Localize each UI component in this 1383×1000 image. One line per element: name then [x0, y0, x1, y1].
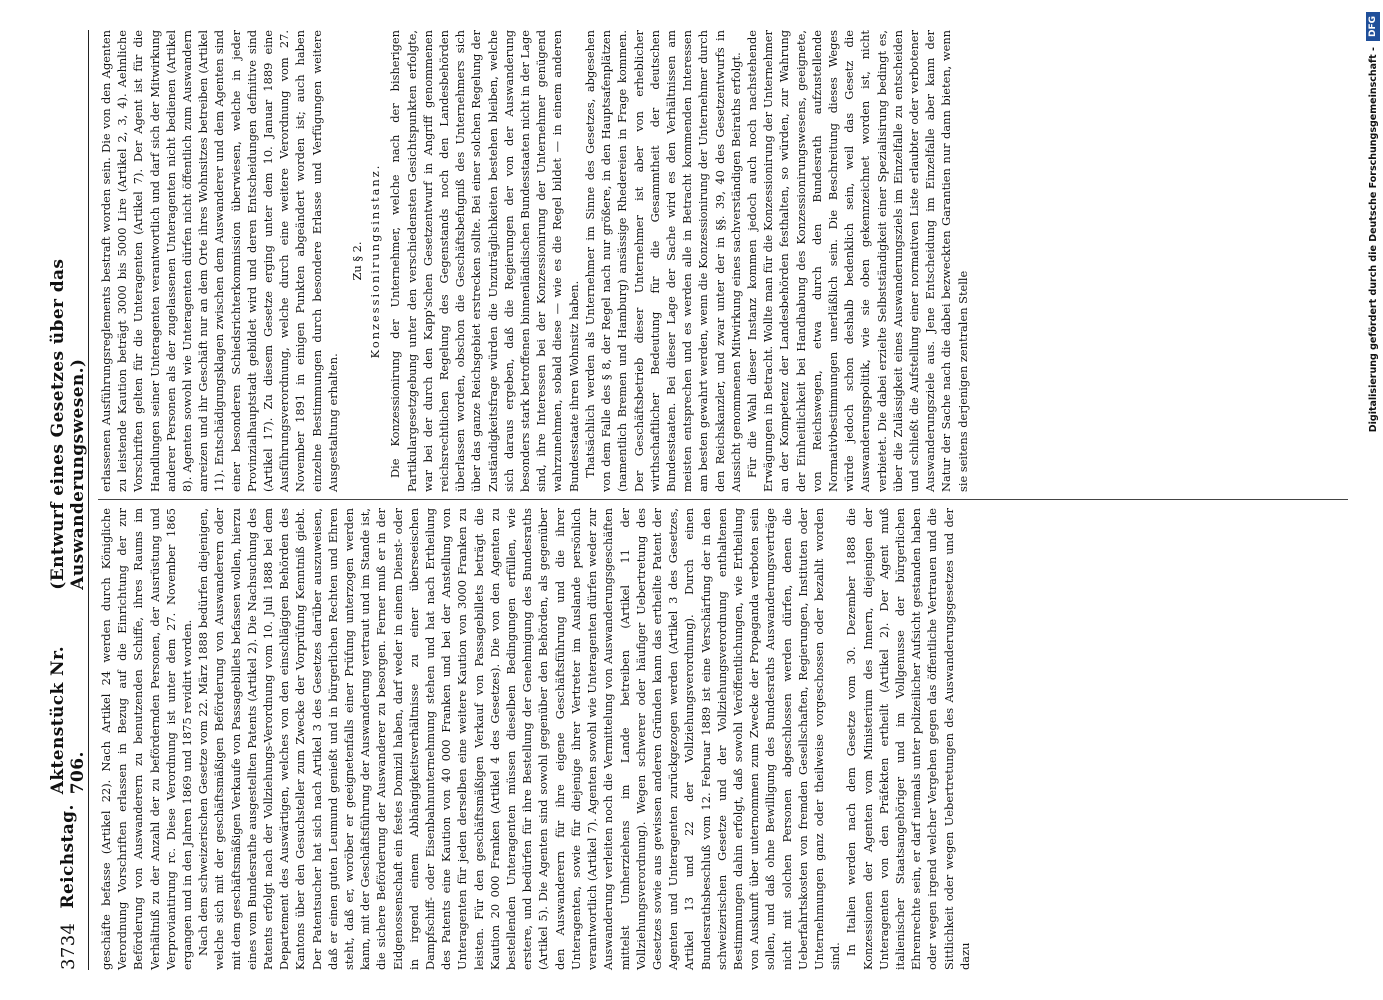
right-paragraph: Die Konzessionirung der Unternehmer, welche nach der bisherigen Partikulargesetzgebung unter den verschiedensten Gesichtspunkten erfolgte, war bei der durch den Kapp'schen Gesetzentwurf in Angriff genommenen reichsrechtlichen Regelung des Gegenstands noch den Landesbehörden überlassen worden, obschon die Geschäftsbefugniß des Unternehmers sich über das ganze Reichsgebiet erstrecken sollte. Bei einer solchen Regelung der Zuständigkeitsfrage würden die Unzuträglichkeiten bestehen bleiben, welche sich daraus ergeben, daß die Regierungen der von der Auswanderung besonders stark betroffenen binnenländischen Bundesstaaten nicht in der Lage sind, ihre Interessen bei der Konzessionirung der Unternehmer genügend wahrzunehmen, sobald diese — wie es die Regel bildet — in einem anderen Bundesstaate ihren Wohnsitz haben. — [388, 30, 581, 492]
column-divider — [98, 499, 1348, 500]
digitization-note — [1365, 12, 1381, 987]
right-paragraph: Für die Wahl dieser Instanz kommen jedoch auch noch nachstehende Erwägungen in Betracht. Wollte man für die Konzessionirung der Unternehmer an der Kompetenz der Landesbehörden festhalten, so würden, zur Wahrung der Einheitlichkeit bei Handhabung des Konzessionirungswesens, geeignete, von Reichswegen, etwa durch den Bundesrath aufzustellende Normativbestimmungen unerläßlich sein. Die Beschreitung dieses Weges würde jedoch schon deshalb bedenklich sein, weil das Gesetz die Auswanderungspolitik, wie sie oben gekennzeichnet worden ist, nicht verbietet. Die dabei erzielte Selbstständigkeit einer Spezialisirung bedingt es, über die Zulässigkeit eines Auswanderungsziels im Einzelfalle zu entscheiden und schließt die Aufstellung einer normativen Liste erlaubter oder verbotener Auswanderungsziele aus. Jene Entscheidung im Einzelfalle aber kann der Natur der Sache nach die dabei bezweckten Garantien nur dann bieten, wenn sie seitens derjenigen zentralen Stelle — [744, 30, 970, 492]
section-heading: Zu § 2. — [350, 241, 365, 281]
document-number: Aktenstück Nr. 706. — [48, 645, 88, 795]
left-paragraph: In Italien werden nach dem Gesetze vom 30. Dezember 1888 die Konzessionen der Agenten vom Ministerium des Innern, diejenigen der Unteragenten von den Präfekten ertheilt (Artikel 2). Der Agent muß italienischer Staatsangehöriger und im Vollgenusse der bürgerlichen Ehrenrechte sein, er darf niemals unter polizeilicher Aufsicht gestanden haben oder wegen irgend welcher Vergehen gegen das öffentliche Vertrauen und die Sittlichkeit oder wegen Uebertretungen des Auswanderungsgesetzes und der dazu — [844, 508, 972, 970]
left-paragraph: geschäfte befasse (Artikel 22). Nach Artikel 24 werden durch Königliche Verordnung Vorschriften erlassen in Bezug auf die Einrichtung der zur Beförderung von Auswanderern zu benutzenden Schiffe, ihres Raums im Verhältniß zu der Anzahl der zu befördernden Personen, der Ausrüstung und Verproviantirung rc. Diese Verordnung ist unter dem 27. November 1865 ergangen und in den Jahren 1869 und 1875 revidirt worden. — [99, 508, 195, 970]
section-subheading: Konzessionirungsinstanz. — [368, 163, 383, 359]
rotated-page — [48, 30, 1358, 970]
header-rule — [88, 30, 89, 970]
left-paragraph: Nach dem schweizerischen Gesetze vom 22. März 1888 bedürfen diejenigen, welche sich mit der geschäftsmäßigen Beförderung von Auswanderern oder mit dem geschäftsmäßigen Verkaufe von Passagebillets befassen wollen, hierzu eines vom Bundesrathe ausgestellten Patents (Artikel 2). Die Nachsuchung des Patents erfolgt nach der Vollziehungs-Verordnung vom 10. Juli 1888 bei dem Departement des Auswärtigen, welches von den einschlägigen Behörden des Kantons über den Gesuchsteller zum Zwecke der Vorprüfung Kenntniß giebt. Der Patentsucher hat sich nach Artikel 3 des Gesetzes darüber auszuweisen, daß er einen guten Leumund genießt und in bürgerlichen Rechten und Ehren steht, daß er, woröber er geeignetenfalls einer Prüfung unterzogen werden kann, mit der Geschäftsführung der Auswanderung vertraut und im Stande ist, die sichere Beförderung der Auswanderer zu besorgen. Ferner muß er in der Eidgenossenschaft ein festes Domizil haben, darf weder in einem Dienst- oder in irgend einem Abhängigkeitsverhältnisse zu einer überseeischen Dampfschiff- oder Eisenbahnunternehmung stehen und hat nach Ertheilung des Patents eine Kaution von 40 000 Franken und bei der Anstellung von Unteragenten für jeden derselben eine weitere Kaution von 3000 Franken zu leisten. Für den geschäftsmäßigen Verkauf von Passagebillets beträgt die Kaution 20 000 Franken (Artikel 4 des Gesetzes). Die von den Agenten zu bestellenden Unteragenten müssen dieselben Bedingungen erfüllen, wie erstere, und bedürfen für ihre Bestellung der Genehmigung des Bundesraths (Artikel 5). Die Agenten sind sowohl gegenüber den Behörden, als gegenüber den Auswanderern für ihre eigene Geschäftsführung und die ihrer Unteragenten, sowie für diejenige ihrer Vertreter im Auslande persönlich verantwortlich (Artikel 7). Agenten sowohl wie Unteragenten dürfen weder zur Auswanderung verleiten noch die Vermittelung von Auswanderungsgeschäften mittelst Umherziehens im Lande betreiben (Artikel 11 der Vollziehungsverordnung). Wegen schwerer oder häufiger Uebertretung des Gesetzes sowie aus gewissen anderen Gründen kann das ertheilte Patent der Agenten und Unteragenten zurückgezogen werden (Artikel 3 des Gesetzes, Artikel 13 und 22 der Vollziehungsverordnung). Durch einen Bundesrathsbeschluß vom 12. Februar 1889 ist eine Verschärfung der in den schweizerischen Gesetze und der Vollziehungsverordnung enthaltenen Bestimmungen dahin erfolgt, daß sowohl Veröffentlichungen, wie Ertheilung von Auskunft über unternommen zum Zwecke der Propaganda verboten sein sollen, und daß ohne Bewilligung des Bundesraths Auswanderungsverträge nicht mit solchen Personen abgeschlossen werden dürfen, denen die Ueberfahrtskosten von fremden Gesellschaften, Regierungen, Instituten oder Unternehmungen ganz oder theilweise vorgeschossen oder bezahlt worden sind. — [196, 508, 843, 970]
right-paragraph: erlassenen Ausführungsreglements bestraft worden sein. Die von den Agenten zu leistende Kaution beträgt 3000 bis 5000 Lire (Artikel 2, 3, 4). Aehnliche Vorschriften gelten für die Unteragenten (Artikel 7). Der Agent ist für die Handlungen seiner Unteragenten verantwortlich und darf sich der Mitwirkung anderer Personen als der zugelassenen Unteragenten nicht bedienen (Artikel 8). Agenten sowohl wie Unteragenten dürfen nicht öffentlich zum Auswandern anreizen und ihr Geschäft nur an dem Orte ihres Wohnsitzes betreiben (Artikel 11). Entschädigungsklagen zwischen dem Auswanderer und dem Agenten sind einer besonderen Schiedsrichterkommission überwiesen, welche in jeder Provinzialhauptstadt gebildet wird und deren Entscheidungen definitive sind (Artikel 17). Zu diesem Gesetze erging unter dem 10. Januar 1889 eine Ausführungsverordnung, welche durch eine weitere Verordnung vom 27. November 1891 in einigen Punkten abgeändert worden ist; auch haben einzelne Bestimmungen durch besondere Erlasse und Verfügungen weitere Ausgestaltung erhalten. — [99, 30, 340, 492]
right-column — [98, 30, 971, 492]
dfg-logo: DFG — [1366, 12, 1380, 41]
page-number: 3734 — [57, 922, 79, 970]
page-header — [48, 30, 88, 970]
header-subtitle: (Entwurf eines Gesetzes über das Auswanderungswesen.) — [48, 258, 88, 590]
digitization-note-text: Digitalisierung gefördert durch die Deutsche Forschungsgemeinschaft - — [1367, 47, 1379, 433]
left-column — [98, 508, 973, 970]
header-title: Reichstag. — [58, 804, 78, 909]
right-paragraph: Thatsächlich werden als Unternehmer im Sinne des Gesetzes, abgesehen von dem Falle des § 8, der Regel nach nur größere, in den Hauptsafenplätzen (namentlich Bremen und Hamburg) ansässige Rhedereien in Frage kommen. Der Geschäftsbetrieb dieser Unternehmer ist aber von erheblicher wirthschaftlicher Bedeutung für die Gesammtheit der deutschen Bundesstaaten. Bei dieser Lage der Sache wird es den Verhältnissen am meisten entsprechen und es werden alle in Betracht kommenden Interessen am besten gewahrt werden, wenn die Konzessionirung der Unternehmer durch den Reichskanzler, und zwar unter der in §§. 39, 40 des Gesetzentwurfs in Aussicht genommenen Mitwirkung eines sachverständigen Beiraths erfolgt. — [582, 30, 743, 492]
